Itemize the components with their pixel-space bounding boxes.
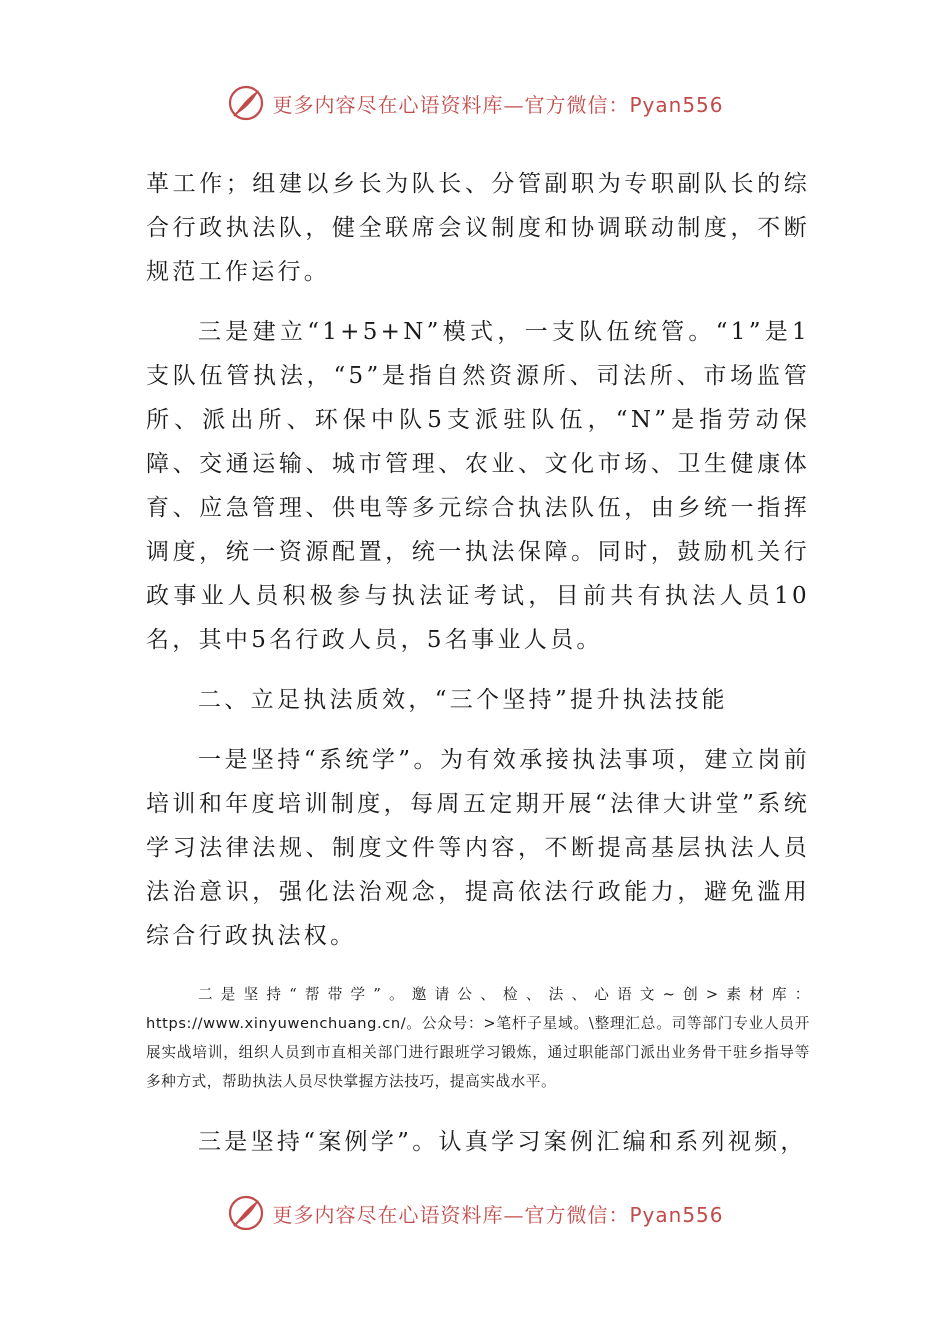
wechat-id: Pyan556 — [629, 92, 724, 117]
footer-banner — [0, 1190, 950, 1236]
banner-text: 更多内容尽在心语资料库—官方微信：Pyan556 — [272, 92, 724, 117]
paragraph-1: 革工作；组建以乡长为队长、分管副职为专职副队长的综合行政执法队，健全联席会议制度和协调联动制度，不断规范工作运行。 — [146, 171, 810, 285]
quill-logo-icon — [226, 83, 266, 123]
source-url: https://www.xinyuwenchuang.cn/ — [146, 1015, 407, 1032]
document-body — [146, 162, 810, 1164]
paragraph-3: 一是坚持“系统学”。为有效承接执法事项，建立岗前培训和年度培训制度，每周五定期开展“法律大讲堂”系统学习法律法规、制度文件等内容，不断提高基层执法人员法治意识，强化法治观念，提高依法行政能力，避免滥用综合行政执法权。 — [146, 747, 810, 949]
banner-text: 更多内容尽在心语资料库—官方微信：Pyan556 — [272, 1202, 724, 1227]
wechat-id: Pyan556 — [629, 1202, 724, 1227]
small-paragraph: 二是坚持“帮带学”。邀请公、检、法、心语文~创>素材库：https://www.xinyuwenchuang.cn/。公众号：>笔杆子星域。\整理汇总。司等部门专业人员开展实战培训，组织人员到市直相关部门进行跟班学习锻炼，通过职能部门派出业务骨干驻乡指导等多种方式，帮助执法人员尽快掌握方法技巧，提高实战水平。 — [146, 986, 810, 1090]
quill-logo-icon — [226, 1193, 266, 1233]
section-heading: 二、立足执法质效，“三个坚持”提升执法技能 — [198, 687, 728, 713]
header-banner — [0, 80, 950, 126]
paragraph-2: 三是建立“1+5+N”模式，一支队伍统管。“1”是1支队伍管执法，“5”是指自然资源所、司法所、市场监管所、派出所、环保中队5支派驻队伍，“N”是指劳动保障、交通运输、城市管理、农业、文化市场、卫生健康体育、应急管理、供电等多元综合执法队伍，由乡统一指挥调度，统一资源配置，统一执法保障。同时，鼓励机关行政事业人员积极参与执法证考试，目前共有执法人员10名，其中5名行政人员，5名事业人员。 — [146, 319, 810, 653]
paragraph-4: 三是坚持“案例学”。认真学习案例汇编和系列视频， — [198, 1129, 807, 1155]
